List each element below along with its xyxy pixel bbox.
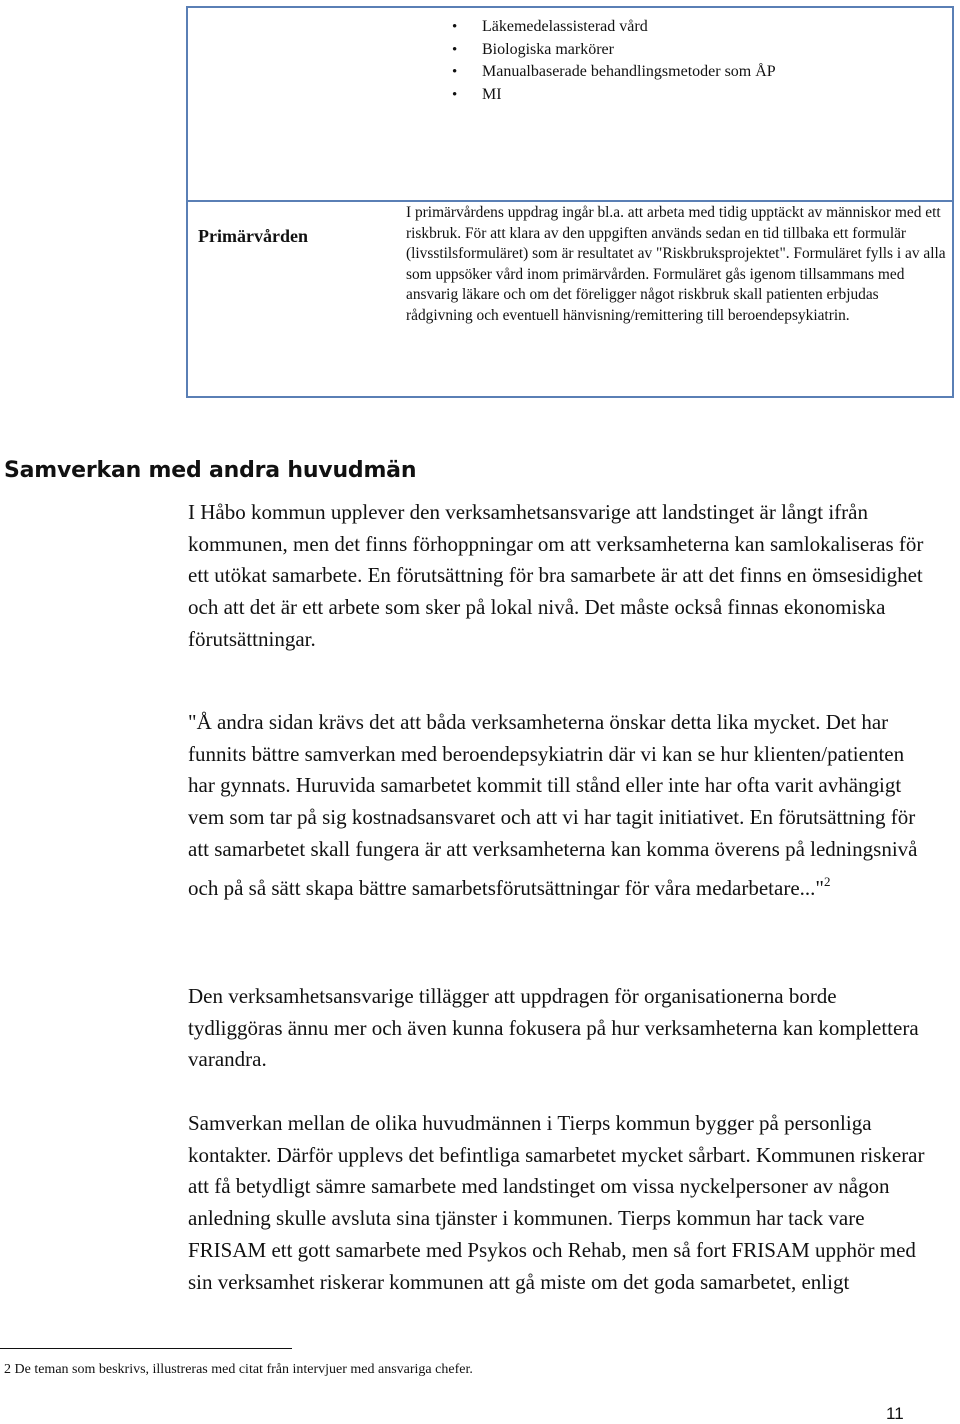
footnote-divider xyxy=(0,1348,292,1349)
footnote: 2 De teman som beskrivs, illustreras med citat från intervjuer med ansvariga chefer. xyxy=(4,1362,473,1377)
section-heading: Samverkan med andra huvudmän xyxy=(4,458,417,483)
methods-list xyxy=(446,16,922,106)
quote-paragraph xyxy=(188,707,928,904)
row-label: Primärvården xyxy=(198,226,308,246)
paragraph: Den verksamhetsansvarige tillägger att uppdragen för organisationerna borde tydliggöras ännu mer och även kunna fokusera på hur verksamheterna kan komplettera varandra. xyxy=(188,984,919,1072)
paragraph: I Håbo kommun upplever den verksamhetsansvarige att landstinget är långt ifrån kommunen, men det finns förhoppningar om att verksamheterna kan samlokaliseras för ett utökat samarbete. En förutsättning för bra samarbete är att det finns en ömsesidighet och att det är ett arbete som sker på lokal nivå. Det måste också finnas ekonomiska förutsättningar. xyxy=(188,500,924,651)
list-item: • Biologiska markörer xyxy=(482,39,922,62)
page-number: 11 xyxy=(886,1404,904,1423)
quote-text: "Å andra sidan krävs det att båda verksamheterna önskar detta lika mycket. Det har funnits bättre samverkan med beroendepsykiatrin där vi kan se hur klienten/patienten har gynnats. Huruvida samarbetet kommit till stånd eller inte har ofta varit avhängigt vem som tar på sig kostnadsansvaret och att vi har tagit initiativet. En förutsättning för att samarbetet skall fungera är att verksamheterna kan komma överens på ledningsnivå och på så sätt skapa bättre samarbetsförutsättningar för våra medarbetare..." xyxy=(188,710,918,900)
paragraph: Samverkan mellan de olika huvudmännen i Tierps kommun bygger på personliga kontakter. Därför upplevs det befintliga samarbetet mycket sårbart. Kommunen riskerar att få betydligt sämre samarbete med landstinget om vissa nyckelpersoner av någon anledning skulle avsluta sina tjänster i kommunen. Tierps kommun har tack vare FRISAM ett gott samarbete med Psykos och Rehab, men så fort FRISAM upphör med sin verksamhet riskerar kommunen att gå miste om det goda samarbetet, enligt xyxy=(188,1111,925,1294)
list-item: • Läkemedelassisterad vård xyxy=(482,16,922,39)
table-row-methods xyxy=(186,6,954,202)
treatment-table xyxy=(186,6,954,398)
list-item: • MI xyxy=(482,84,922,107)
footnote-ref: 2 xyxy=(823,873,831,889)
row-description: I primärvårdens uppdrag ingår bl.a. att arbeta med tidig upptäckt av människor med ett riskbruk. För att klara av den uppgiften används sedan en tid tillbaka ett formulär (livsstilsformuläret) som är resultatet av "Riskbruksprojektet". Formuläret fylls i av alla som uppsöker vård inom primärvården. Formuläret gås igenom tillsammans med ansvarig läkare och om det föreligger något riskbruk skall patienten erbjudas rådgivning och eventuell hänvisning/remittering till beroendepsykiatrin. xyxy=(406,204,946,324)
list-item: • Manualbaserade behandlingsmetoder som ÅP xyxy=(482,61,922,84)
